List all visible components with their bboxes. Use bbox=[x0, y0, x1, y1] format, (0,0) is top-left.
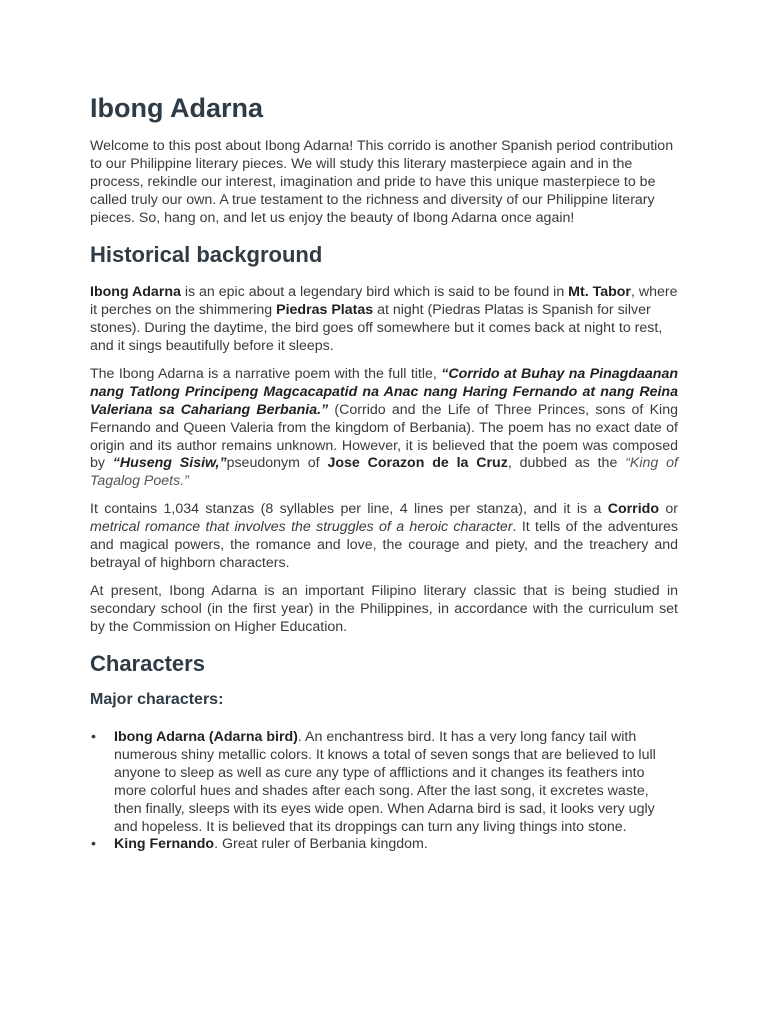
text: (Corrido and the Life of Three Princes, sons of King Fernando and Queen Valeria from the kingdom of Berbania). The poem has no exact date of origin and its author remains unknown. However, it is believed that the poem was composed by bbox=[90, 401, 678, 472]
text: , where it perches on the shimmering bbox=[90, 284, 678, 319]
history-paragraph-4: At present, Ibong Adarna is an important Filipino literary classic that is being studied in secondary school (in the first year) in the Philippines, in accordance with the curriculum set by the Commission on Higher Education. bbox=[90, 582, 678, 635]
bold-text: Ibong Adarna bbox=[90, 284, 181, 301]
document-page bbox=[90, 92, 678, 854]
character-name: King Fernando bbox=[114, 836, 215, 853]
text: It contains 1,034 stanzas (8 syllables per line, 4 lines per stanza), and it is a bbox=[90, 501, 608, 518]
character-description: . An enchantress bird. It has a very long fancy tail with numerous shiny metallic colors. It knows a total of seven songs that are believed to lull anyone to sleep as well as cure any type of afflictions and it changes its feathers into more colorful hues and shades after each song. After the last song, it excretes waste, then finally, sleeps with its eyes wide open. When Adarna bird is sad, it looks very ugly and hopeless. It is believed that its droppings can turn any living things into stone. bbox=[114, 729, 656, 835]
text: pseudonym of bbox=[226, 455, 328, 472]
text: at night (Piedras Platas is Spanish for silver stones). During the daytime, the bird goes off somewhere but it comes back at night to rest, and it sings beautifully before it sleeps. bbox=[90, 302, 663, 355]
history-paragraph-1 bbox=[90, 284, 678, 356]
full-title-text: “Corrido at Buhay na Pinagdaanan nang Tatlong Principeng Magcacapatid na Anac nang Haring Fernando at nang Reina Valeriana sa Cahariang Berbania.” bbox=[90, 365, 678, 418]
bullet-icon: • bbox=[91, 836, 96, 853]
history-paragraph-3 bbox=[90, 501, 678, 573]
author-name: Jose Corazon de la Cruz bbox=[327, 455, 508, 472]
text: or bbox=[658, 501, 678, 518]
list-item bbox=[90, 729, 678, 836]
characters-list bbox=[90, 729, 678, 854]
text: is an epic about a legendary bird which is said to be found in bbox=[180, 284, 569, 301]
character-name: Ibong Adarna (Adarna bird) bbox=[114, 729, 298, 746]
characters-heading: Characters bbox=[90, 650, 205, 676]
pseudonym-text: “Huseng Sisiw,” bbox=[112, 455, 227, 472]
page-title: Ibong Adarna bbox=[90, 93, 263, 123]
text: . It tells of the adventures and magical powers, the romance and love, the courage and piety, and the treachery and betrayal of highborn characters. bbox=[90, 519, 678, 571]
bold-text: Mt. Tabor bbox=[568, 284, 631, 301]
list-item bbox=[90, 836, 678, 854]
character-description: . Great ruler of Berbania kingdom. bbox=[214, 836, 428, 853]
major-characters-subheading: Major characters: bbox=[90, 691, 224, 709]
quote-text: “King of Tagalog Poets.” bbox=[90, 455, 678, 490]
italic-text: metrical romance that involves the struggles of a heroic character bbox=[90, 519, 513, 536]
history-paragraph-2 bbox=[90, 366, 678, 491]
bold-text: Corrido bbox=[607, 501, 659, 518]
bullet-icon: • bbox=[91, 729, 96, 746]
historical-background-heading: Historical background bbox=[90, 241, 323, 267]
intro-paragraph: Welcome to this post about Ibong Adarna! This corrido is another Spanish period contribution to our Philippine literary pieces. We will study this literary masterpiece again and in the process, rekindle our interest, imagination and pride to have this unique masterpiece to be called truly our own. A true testament to the richness and diversity of our Philippine literary pieces. So, hang on, and let us enjoy the beauty of Ibong Adarna once again! bbox=[90, 138, 674, 227]
text: The Ibong Adarna is a narrative poem with the full title, bbox=[90, 365, 442, 382]
text: , dubbed as the bbox=[507, 455, 626, 472]
bold-text: Piedras Platas bbox=[276, 302, 374, 319]
